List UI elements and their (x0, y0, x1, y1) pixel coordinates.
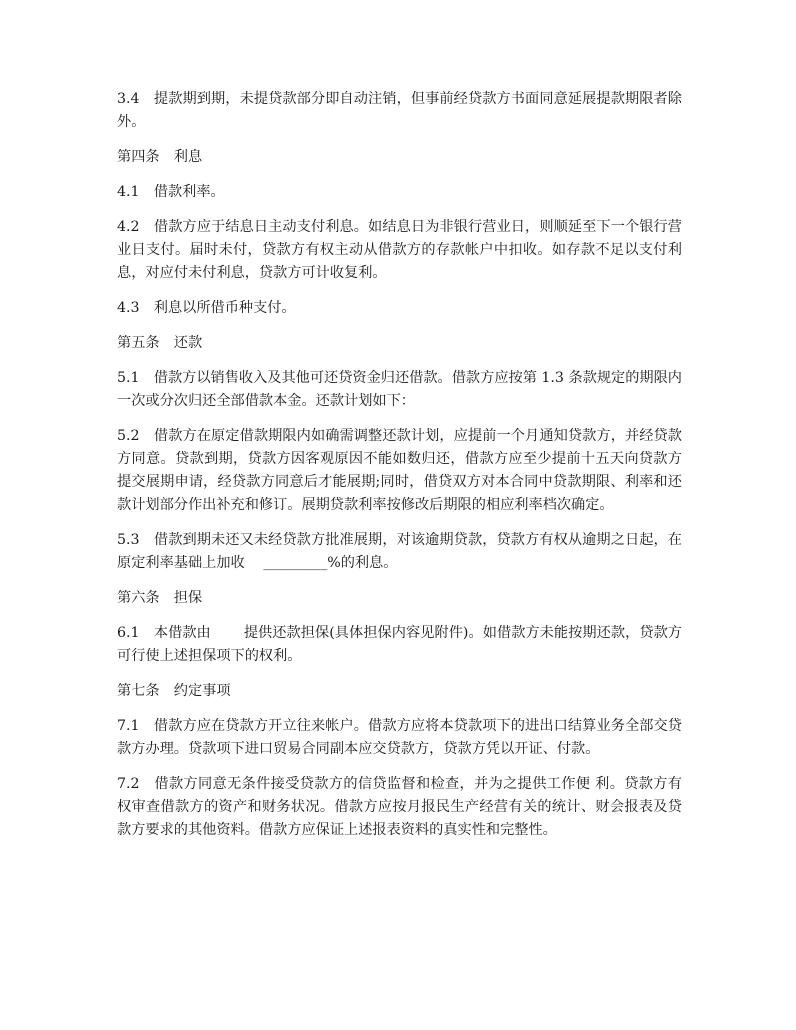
clause-6-1: 6.1 本借款由 提供还款担保(具体担保内容见附件)。如借款方未能按期还款，贷款方可行使上述担保项下的权利。 (117, 625, 682, 664)
document-body (117, 88, 682, 854)
clause-7-1: 7.1 借款方应在贷款方开立往来帐户。借款方应将本贷款项下的进出口结算业务全部交贷款方办理。贷款项下进口贸易合同副本应交贷款方，贷款方凭以开证、付款。 (117, 718, 682, 757)
article-4-heading: 第四条 利息 (117, 149, 203, 165)
clause-7-2: 7.2 借款方同意无条件接受贷款方的信贷监督和检查，并为之提供工作便 利。贷款方有权审查借款方的资产和财务状况。借款方应按月报民生产经营有关的统计、财会报表及贷款方要求的其他资料。借款方应保证上述报表资料的真实性和完整性。 (117, 776, 682, 838)
clause-5-3: 5.3 借款到期未还又未经贷款方批准展期，对该逾期贷款，贷款方有权从逾期之日起，在原定利率基础上加收 _________%的利息。 (117, 532, 682, 571)
clause-3-4: 3.4 提款期到期，未提贷款部分即自动注销，但事前经贷款方书面同意延展提款期限者除外。 (117, 91, 682, 130)
clause-5-2: 5.2 借款方在原定借款期限内如确需调整还款计划，应提前一个月通知贷款方，并经贷款方同意。贷款到期，贷款方因客观原因不能如数归还，借款方应至少提前十五天向贷款方提交展期申请，经贷款方同意后才能展期;同时，借贷双方对本合同中贷款期限、利率和还款计划部分作出补充和修订。展期贷款利率按修改后期限的相应利率档次确定。 (117, 428, 682, 513)
clause-4-2: 4.2 借款方应于结息日主动支付利息。如结息日为非银行营业日，则顺延至下一个银行营业日支付。届时未付，贷款方有权主动从借款方的存款帐户中扣收。如存款不足以支付利息，对应付未付利息，贷款方可计收复利。 (117, 219, 682, 281)
clause-5-1: 5.1 借款方以销售收入及其他可还贷资金归还借款。借款方应按第 1.3 条款规定的期限内一次或分次归还全部借款本金。还款计划如下： (117, 370, 682, 409)
clause-4-3: 4.3 利息以所借币种支付。 (117, 300, 296, 316)
clause-4-1: 4.1 借款利率。 (117, 184, 225, 200)
article-5-heading: 第五条 还款 (117, 335, 203, 351)
article-6-heading: 第六条 担保 (117, 590, 203, 606)
article-7-heading: 第七条 约定事项 (117, 683, 231, 699)
